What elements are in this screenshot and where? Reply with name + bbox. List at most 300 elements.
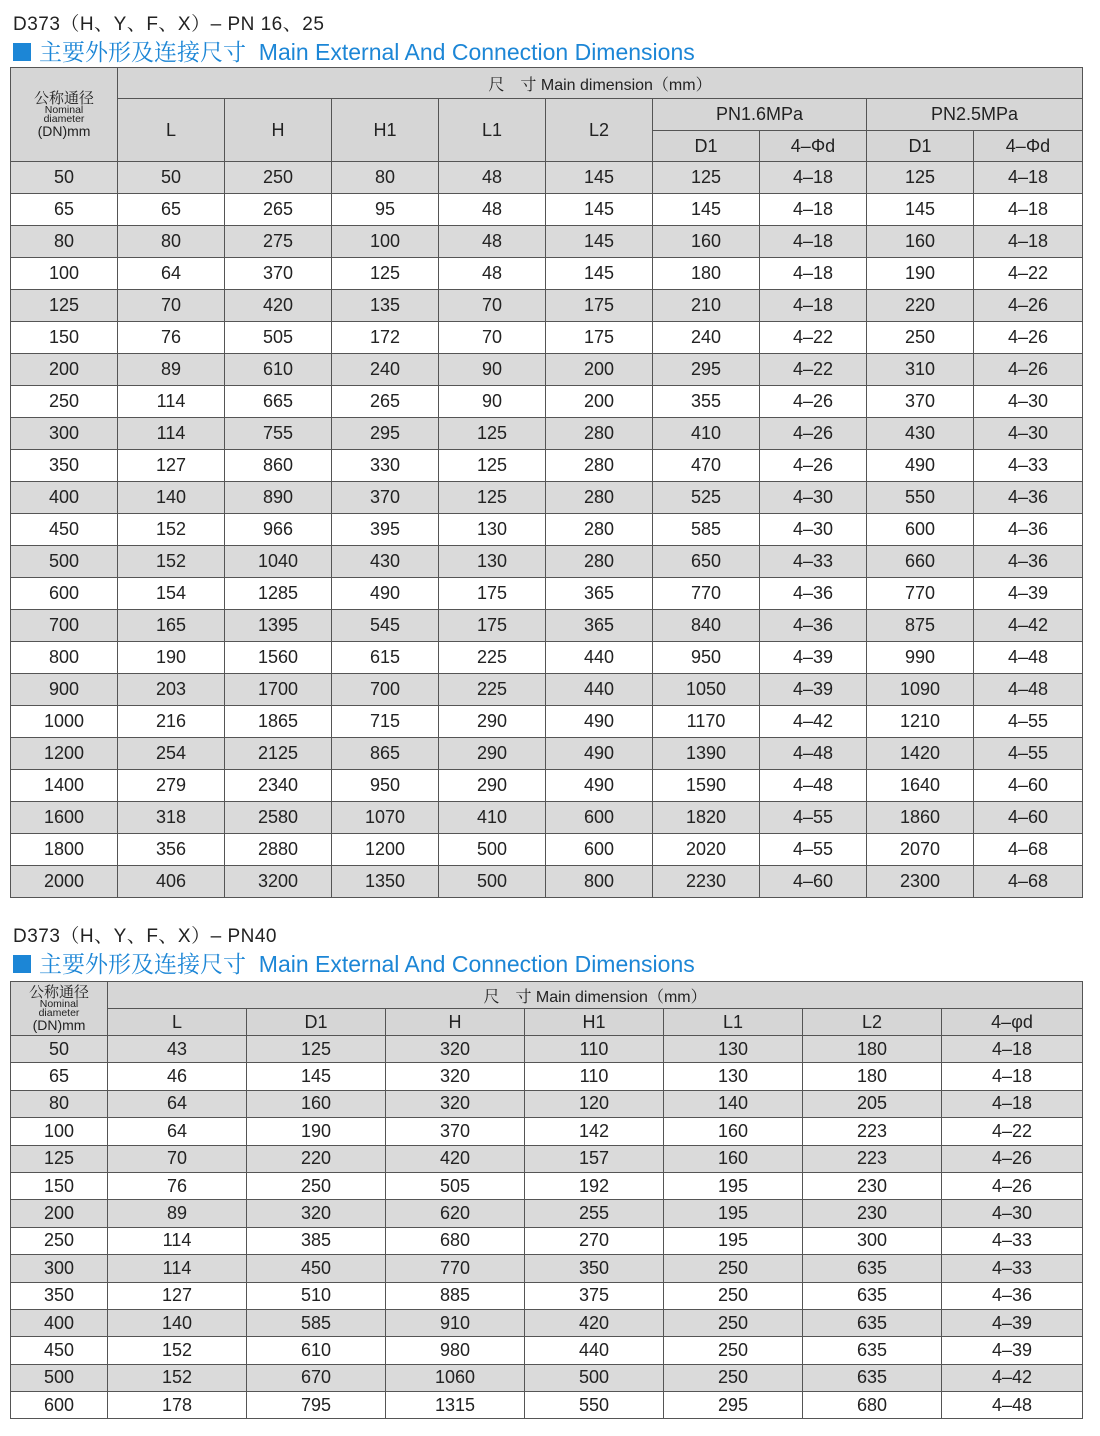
table-cell: 4–26: [942, 1145, 1083, 1172]
table-cell: 4–18: [760, 258, 867, 290]
table-cell: 650: [653, 546, 760, 578]
table-cell: 157: [525, 1145, 664, 1172]
table-cell: 620: [386, 1200, 525, 1227]
table-cell: 1210: [867, 706, 974, 738]
table-cell: 1395: [225, 610, 332, 642]
table-cell: 65: [11, 194, 118, 226]
table-cell: 4–42: [974, 610, 1083, 642]
model-title-pn16-25: D373（H、Y、F、X）– PN 16、25: [13, 14, 325, 35]
table-cell: 80: [118, 226, 225, 258]
table-cell: 4–48: [942, 1392, 1083, 1419]
table-cell: 500: [11, 1364, 108, 1391]
table-cell: 410: [439, 802, 546, 834]
table-cell: 70: [439, 290, 546, 322]
dn-header-en1: Nominal: [44, 103, 84, 116]
table-cell: 4–36: [942, 1282, 1083, 1309]
table-cell: 152: [118, 514, 225, 546]
table-cell: 4–26: [760, 418, 867, 450]
table-row: [11, 642, 1083, 674]
table-cell: 130: [664, 1063, 803, 1090]
table-cell: 715: [332, 706, 439, 738]
table-cell: 290: [439, 738, 546, 770]
dn-header-cn: 公称通径: [33, 89, 94, 107]
table-cell: 125: [653, 162, 760, 194]
table-cell: 406: [118, 866, 225, 898]
table-row: [11, 1036, 1083, 1063]
table-row: [11, 418, 1083, 450]
table-cell: 295: [332, 418, 439, 450]
table-cell: 254: [118, 738, 225, 770]
table-cell: 110: [525, 1063, 664, 1090]
table-cell: 250: [664, 1364, 803, 1391]
table-cell: 350: [525, 1255, 664, 1282]
table-row: [11, 1145, 1083, 1172]
square-bullet-icon: [13, 43, 31, 61]
table-cell: 370: [867, 386, 974, 418]
table-cell: 395: [332, 514, 439, 546]
table-cell: 550: [867, 482, 974, 514]
table-cell: 180: [803, 1036, 942, 1063]
table-cell: 205: [803, 1090, 942, 1117]
table-cell: 114: [118, 386, 225, 418]
table-cell: 4–26: [974, 322, 1083, 354]
pn25-d1-header: D1: [867, 131, 974, 162]
table-cell: 440: [546, 642, 653, 674]
table-cell: 2300: [867, 866, 974, 898]
table-cell: 4–33: [760, 546, 867, 578]
table-cell: 490: [332, 578, 439, 610]
table-cell: 145: [247, 1063, 386, 1090]
table-cell: 635: [803, 1309, 942, 1336]
table-cell: 320: [386, 1063, 525, 1090]
table-cell: 4–22: [942, 1118, 1083, 1145]
table-cell: 280: [546, 450, 653, 482]
table-cell: 89: [118, 354, 225, 386]
table-cell: 2020: [653, 834, 760, 866]
table-cell: 500: [439, 834, 546, 866]
table-cell: 145: [546, 226, 653, 258]
table-cell: 4–60: [974, 770, 1083, 802]
table-cell: 4–18: [942, 1090, 1083, 1117]
table-cell: 127: [118, 450, 225, 482]
model-title-pn40: D373（H、Y、F、X）– PN40: [13, 926, 277, 947]
table-cell: 4–18: [942, 1063, 1083, 1090]
table-cell: 300: [11, 418, 118, 450]
table-row: [11, 1282, 1083, 1309]
table-cell: 4–33: [974, 450, 1083, 482]
table-cell: 1865: [225, 706, 332, 738]
table-cell: 65: [118, 194, 225, 226]
table-cell: 154: [118, 578, 225, 610]
table-cell: 43: [108, 1036, 247, 1063]
table-cell: 450: [247, 1255, 386, 1282]
table-cell: 250: [11, 386, 118, 418]
table-row: [11, 322, 1083, 354]
table-cell: 250: [664, 1282, 803, 1309]
table-cell: 4–39: [942, 1309, 1083, 1336]
section-title-2: [13, 946, 695, 979]
table-cell: 600: [546, 802, 653, 834]
table-cell: 4–30: [974, 386, 1083, 418]
table-cell: 500: [439, 866, 546, 898]
table-cell: 875: [867, 610, 974, 642]
table-cell: 4–36: [760, 610, 867, 642]
table-cell: 89: [108, 1200, 247, 1227]
pn25-bolt-header: 4–Φd: [974, 131, 1083, 162]
table-cell: 114: [118, 418, 225, 450]
table-row: [11, 226, 1083, 258]
table-cell: 50: [11, 162, 118, 194]
table-cell: 225: [439, 642, 546, 674]
col-header-D1: D1: [247, 1009, 386, 1036]
table-cell: 410: [653, 418, 760, 450]
table-cell: 140: [108, 1309, 247, 1336]
table-cell: 950: [653, 642, 760, 674]
table-cell: 76: [108, 1172, 247, 1199]
table-row: [11, 386, 1083, 418]
table-cell: 220: [247, 1145, 386, 1172]
table-cell: 700: [332, 674, 439, 706]
table-cell: 755: [225, 418, 332, 450]
table-cell: 430: [867, 418, 974, 450]
table-cell: 64: [118, 258, 225, 290]
table-cell: 4–33: [942, 1227, 1083, 1254]
table-cell: 145: [546, 258, 653, 290]
table-cell: 165: [118, 610, 225, 642]
table-cell: 350: [11, 1282, 108, 1309]
table-row: [11, 770, 1083, 802]
table-cell: 100: [11, 1118, 108, 1145]
table-cell: 250: [664, 1337, 803, 1364]
table-row: [11, 834, 1083, 866]
table-cell: 190: [118, 642, 225, 674]
table-cell: 4–18: [974, 162, 1083, 194]
table-cell: 4–30: [974, 418, 1083, 450]
table-cell: 270: [525, 1227, 664, 1254]
dn-header-en1: Nominal: [39, 997, 79, 1010]
table-cell: 142: [525, 1118, 664, 1145]
table-row: [11, 450, 1083, 482]
table-row: [11, 1364, 1083, 1391]
table-cell: 135: [332, 290, 439, 322]
table-row: [11, 1172, 1083, 1199]
square-bullet-icon: [13, 955, 31, 973]
table-cell: 670: [247, 1364, 386, 1391]
dn-header-unit: (DN)mm: [37, 122, 91, 139]
main-dimension-header: 尺 寸 Main dimension（mm）: [108, 982, 1083, 1009]
table-cell: 1060: [386, 1364, 525, 1391]
table-cell: 280: [546, 546, 653, 578]
table-row: [11, 482, 1083, 514]
table-cell: 114: [108, 1255, 247, 1282]
table-cell: 4–39: [760, 674, 867, 706]
table-cell: 525: [653, 482, 760, 514]
table-cell: 250: [11, 1227, 108, 1254]
table-cell: 80: [332, 162, 439, 194]
table-cell: 420: [225, 290, 332, 322]
table-cell: 48: [439, 194, 546, 226]
table-cell: 70: [118, 290, 225, 322]
table-cell: 300: [11, 1255, 108, 1282]
table-cell: 203: [118, 674, 225, 706]
table-cell: 280: [546, 482, 653, 514]
table-cell: 1820: [653, 802, 760, 834]
table-cell: 2230: [653, 866, 760, 898]
table-cell: 890: [225, 482, 332, 514]
table-cell: 2070: [867, 834, 974, 866]
section-title-cn: 主要外形及连接尺寸: [39, 39, 246, 65]
table-cell: 3200: [225, 866, 332, 898]
table-cell: 160: [664, 1118, 803, 1145]
table-cell: 490: [546, 706, 653, 738]
pn16-d1-header: D1: [653, 131, 760, 162]
table-cell: 585: [247, 1309, 386, 1336]
table-cell: 210: [653, 290, 760, 322]
table-cell: 80: [11, 1090, 108, 1117]
table-cell: 505: [386, 1172, 525, 1199]
table-cell: 375: [525, 1282, 664, 1309]
table-cell: 450: [11, 514, 118, 546]
table-cell: 300: [803, 1227, 942, 1254]
table-cell: 4–55: [760, 802, 867, 834]
table-cell: 200: [11, 354, 118, 386]
table-cell: 125: [332, 258, 439, 290]
table-cell: 900: [11, 674, 118, 706]
table-cell: 4–22: [974, 258, 1083, 290]
table-cell: 255: [525, 1200, 664, 1227]
table-cell: 110: [525, 1036, 664, 1063]
table-cell: 4–55: [760, 834, 867, 866]
table-cell: 990: [867, 642, 974, 674]
table-cell: 240: [332, 354, 439, 386]
table-cell: 1640: [867, 770, 974, 802]
table-cell: 125: [867, 162, 974, 194]
table-cell: 64: [108, 1090, 247, 1117]
table-cell: 172: [332, 322, 439, 354]
table-cell: 400: [11, 482, 118, 514]
table-cell: 310: [867, 354, 974, 386]
table-cell: 795: [247, 1392, 386, 1419]
table-cell: 140: [118, 482, 225, 514]
table-cell: 1285: [225, 578, 332, 610]
table-cell: 330: [332, 450, 439, 482]
table-cell: 290: [439, 706, 546, 738]
table-cell: 190: [247, 1118, 386, 1145]
dn-header-en2: diameter: [38, 1006, 80, 1019]
table-cell: 4–39: [942, 1337, 1083, 1364]
table-body-pn40: [11, 1036, 1083, 1419]
table-cell: 680: [386, 1227, 525, 1254]
section-title-en: Main External And Connection Dimensions: [258, 951, 695, 977]
table-cell: 125: [11, 290, 118, 322]
table-cell: 178: [108, 1392, 247, 1419]
table-cell: 370: [225, 258, 332, 290]
table-cell: 4–48: [974, 674, 1083, 706]
table-cell: 145: [867, 194, 974, 226]
col-header-L1: L1: [439, 99, 546, 162]
table-cell: 4–48: [760, 738, 867, 770]
table-row: [11, 610, 1083, 642]
table-cell: 250: [664, 1255, 803, 1282]
table-cell: 545: [332, 610, 439, 642]
table-cell: 355: [653, 386, 760, 418]
table-cell: 600: [11, 578, 118, 610]
table-cell: 950: [332, 770, 439, 802]
table-cell: 48: [439, 258, 546, 290]
dn-header-unit: (DN)mm: [32, 1016, 86, 1033]
table-row: [11, 802, 1083, 834]
table-cell: 1600: [11, 802, 118, 834]
table-cell: 4–36: [974, 546, 1083, 578]
table-cell: 680: [803, 1392, 942, 1419]
table-cell: 4–48: [760, 770, 867, 802]
table-row: [11, 578, 1083, 610]
table-row: [11, 674, 1083, 706]
table-cell: 800: [11, 642, 118, 674]
table-cell: 4–60: [974, 802, 1083, 834]
table-cell: 1040: [225, 546, 332, 578]
table-cell: 2000: [11, 866, 118, 898]
col-header-bolt: 4–φd: [942, 1009, 1083, 1036]
table-cell: 840: [653, 610, 760, 642]
table-cell: 279: [118, 770, 225, 802]
table-cell: 430: [332, 546, 439, 578]
col-header-H: H: [386, 1009, 525, 1036]
table-cell: 320: [247, 1200, 386, 1227]
dn-header: [11, 68, 118, 162]
pn16-bolt-header: 4–Φd: [760, 131, 867, 162]
table-cell: 125: [439, 418, 546, 450]
table-cell: 510: [247, 1282, 386, 1309]
table-cell: 1560: [225, 642, 332, 674]
table-cell: 280: [546, 514, 653, 546]
table-cell: 120: [525, 1090, 664, 1117]
table-cell: 770: [653, 578, 760, 610]
table-cell: 160: [247, 1090, 386, 1117]
table-cell: 295: [653, 354, 760, 386]
table-cell: 4–33: [942, 1255, 1083, 1282]
table-cell: 2580: [225, 802, 332, 834]
table-cell: 150: [11, 322, 118, 354]
col-header-L1: L1: [664, 1009, 803, 1036]
table-cell: 125: [247, 1036, 386, 1063]
table-cell: 195: [664, 1227, 803, 1254]
table-cell: 665: [225, 386, 332, 418]
table-cell: 635: [803, 1364, 942, 1391]
table-cell: 450: [11, 1337, 108, 1364]
table-cell: 225: [439, 674, 546, 706]
table-cell: 4–22: [760, 322, 867, 354]
col-header-H: H: [225, 99, 332, 162]
table-cell: 160: [664, 1145, 803, 1172]
table-cell: 195: [664, 1200, 803, 1227]
table-row: [11, 1063, 1083, 1090]
table-cell: 175: [439, 578, 546, 610]
table-cell: 90: [439, 354, 546, 386]
table-row: [11, 1118, 1083, 1145]
table-cell: 1050: [653, 674, 760, 706]
table-cell: 600: [11, 1392, 108, 1419]
table-cell: 700: [11, 610, 118, 642]
table-cell: 4–42: [760, 706, 867, 738]
table-cell: 250: [225, 162, 332, 194]
dimension-table-pn40: [10, 981, 1083, 1419]
table-row: [11, 1255, 1083, 1282]
table-cell: 370: [332, 482, 439, 514]
section-title-en: Main External And Connection Dimensions: [258, 39, 695, 65]
table-cell: 4–26: [760, 450, 867, 482]
table-cell: 152: [108, 1364, 247, 1391]
table-cell: 160: [653, 226, 760, 258]
table-cell: 130: [664, 1036, 803, 1063]
pn16-header: PN1.6MPa: [653, 99, 867, 131]
table-cell: 320: [386, 1036, 525, 1063]
table-cell: 50: [118, 162, 225, 194]
table-cell: 860: [225, 450, 332, 482]
table-cell: 80: [11, 226, 118, 258]
main-dimension-header: 尺 寸 Main dimension（mm）: [118, 68, 1083, 99]
table-cell: 4–68: [974, 834, 1083, 866]
table-row: [11, 866, 1083, 898]
table-cell: 223: [803, 1118, 942, 1145]
table-cell: 420: [525, 1309, 664, 1336]
table-cell: 2880: [225, 834, 332, 866]
table-cell: 95: [332, 194, 439, 226]
table-cell: 420: [386, 1145, 525, 1172]
table-cell: 500: [525, 1364, 664, 1391]
table-cell: 125: [439, 482, 546, 514]
dn-header-cn: 公称通径: [28, 983, 89, 1001]
table-row: [11, 290, 1083, 322]
table-cell: 1590: [653, 770, 760, 802]
col-header-L2: L2: [803, 1009, 942, 1036]
table-cell: 4–68: [974, 866, 1083, 898]
table-cell: 90: [439, 386, 546, 418]
table-row: [11, 1337, 1083, 1364]
table-cell: 1000: [11, 706, 118, 738]
table-cell: 4–55: [974, 738, 1083, 770]
dn-header-en2: diameter: [43, 112, 85, 125]
dn-header: [11, 982, 108, 1036]
table-body-pn16-25: [11, 162, 1083, 898]
table-cell: 1200: [11, 738, 118, 770]
table-cell: 635: [803, 1255, 942, 1282]
col-header-L: L: [118, 99, 225, 162]
table-cell: 160: [867, 226, 974, 258]
section-title-cn: 主要外形及连接尺寸: [39, 951, 246, 977]
col-header-H1: H1: [525, 1009, 664, 1036]
table-cell: 48: [439, 226, 546, 258]
table-row: [11, 354, 1083, 386]
table-cell: 615: [332, 642, 439, 674]
table-cell: 295: [664, 1392, 803, 1419]
table-cell: 4–30: [760, 482, 867, 514]
table-cell: 4–18: [760, 194, 867, 226]
table-cell: 490: [546, 738, 653, 770]
table-row: [11, 706, 1083, 738]
table-cell: 46: [108, 1063, 247, 1090]
table-cell: 230: [803, 1200, 942, 1227]
table-cell: 180: [803, 1063, 942, 1090]
table-row: [11, 194, 1083, 226]
table-cell: 1090: [867, 674, 974, 706]
table-cell: 4–30: [760, 514, 867, 546]
table-cell: 1315: [386, 1392, 525, 1419]
table-cell: 800: [546, 866, 653, 898]
table-cell: 885: [386, 1282, 525, 1309]
col-header-L: L: [108, 1009, 247, 1036]
table-cell: 4–55: [974, 706, 1083, 738]
